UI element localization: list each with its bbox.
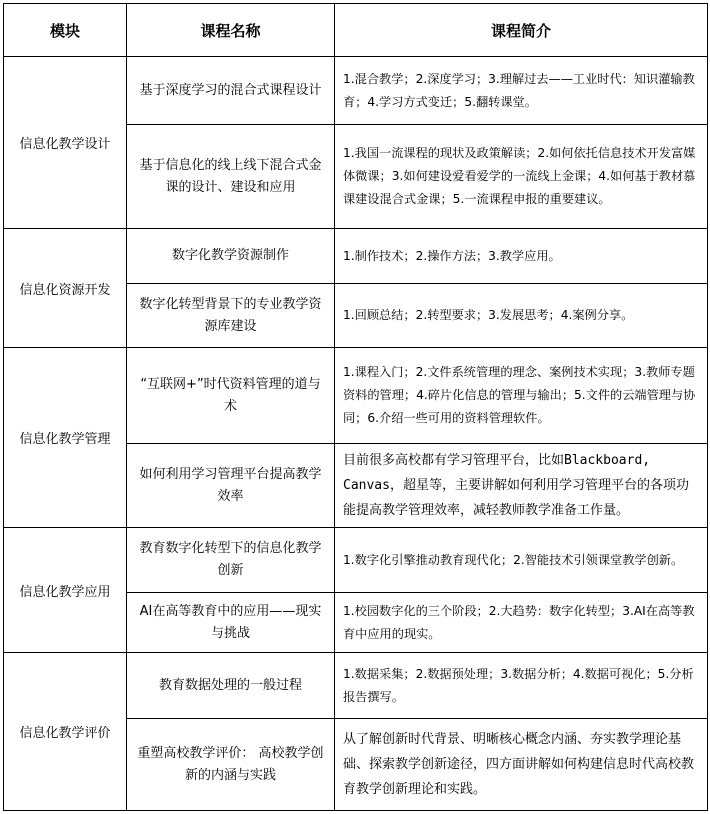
table-row bbox=[4, 348, 708, 444]
module-cell: 信息化教学管理 bbox=[4, 348, 127, 528]
course-name: 基于深度学习的混合式课程设计 bbox=[127, 57, 335, 125]
course-name: 教育数字化转型下的信息化教学创新 bbox=[127, 528, 335, 593]
course-name: 重塑高校教学评价： 高校教学创新的内涵与实践 bbox=[127, 719, 335, 811]
course-desc: 1.数据采集；2.数据预处理；3.数据分析；4.数据可视化；5.分析报告撰写。 bbox=[335, 653, 708, 719]
course-desc: 1.制作技术；2.操作方法；3.教学应用。 bbox=[335, 229, 708, 284]
module-cell: 信息化教学设计 bbox=[4, 57, 127, 229]
course-name: 如何利用学习管理平台提高教学效率 bbox=[127, 444, 335, 528]
course-table bbox=[3, 3, 708, 811]
module-cell: 信息化教学评价 bbox=[4, 653, 127, 811]
course-name: 数字化教学资源制作 bbox=[127, 229, 335, 284]
course-name: 基于信息化的线上线下混合式金课的设计、建设和应用 bbox=[127, 125, 335, 229]
course-name: 教育数据处理的一般过程 bbox=[127, 653, 335, 719]
course-desc: 1.数字化引擎推动教育现代化；2.智能技术引领课堂教学创新。 bbox=[335, 528, 708, 593]
course-desc: 1.校园数字化的三个阶段；2.大趋势：数字化转型；3.AI在高等教育中应用的现实。 bbox=[335, 593, 708, 653]
course-name: 数字化转型背景下的专业教学资源库建设 bbox=[127, 284, 335, 348]
course-desc: 从了解创新时代背景、明晰核心概念内涵、夯实教学理论基础、探索教学创新途径，四方面讲解如何构建信息时代高校教育教学创新理论和实践。 bbox=[335, 719, 708, 811]
table-row bbox=[4, 653, 708, 719]
header-course-desc: 课程简介 bbox=[335, 4, 708, 57]
course-name: “互联网+”时代资料管理的道与术 bbox=[127, 348, 335, 444]
course-desc: 1.混合教学；2.深度学习；3.理解过去——工业时代：知识灌输教育；4.学习方式变迁；5.翻转课堂。 bbox=[335, 57, 708, 125]
table-row bbox=[4, 229, 708, 284]
header-module: 模块 bbox=[4, 4, 127, 57]
table-row bbox=[4, 528, 708, 593]
course-desc: 1.回顾总结；2.转型要求；3.发展思考；4.案例分享。 bbox=[335, 284, 708, 348]
course-desc: 目前很多高校都有学习管理平台，比如Blackboard, Canvas，超星等，主要讲解如何利用学习管理平台的各项功能提高教学管理效率，减轻教师教学准备工作量。 bbox=[335, 444, 708, 528]
course-name: AI在高等教育中的应用——现实与挑战 bbox=[127, 593, 335, 653]
module-cell: 信息化资源开发 bbox=[4, 229, 127, 348]
course-desc: 1.我国一流课程的现状及政策解读；2.如何依托信息技术开发富媒体微课；3.如何建设爱看爱学的一流线上金课；4.如何基于教材慕课建设混合式金课；5.一流课程申报的重要建议。 bbox=[335, 125, 708, 229]
table-row bbox=[4, 57, 708, 125]
course-desc: 1.课程入门；2.文件系统管理的理念、案例技术实现；3.教师专题资料的管理；4.碎片化信息的管理与输出；5.文件的云端管理与协同；6.介绍一些可用的资料管理软件。 bbox=[335, 348, 708, 444]
header-course-name: 课程名称 bbox=[127, 4, 335, 57]
module-cell: 信息化教学应用 bbox=[4, 528, 127, 653]
header-row bbox=[4, 4, 708, 57]
